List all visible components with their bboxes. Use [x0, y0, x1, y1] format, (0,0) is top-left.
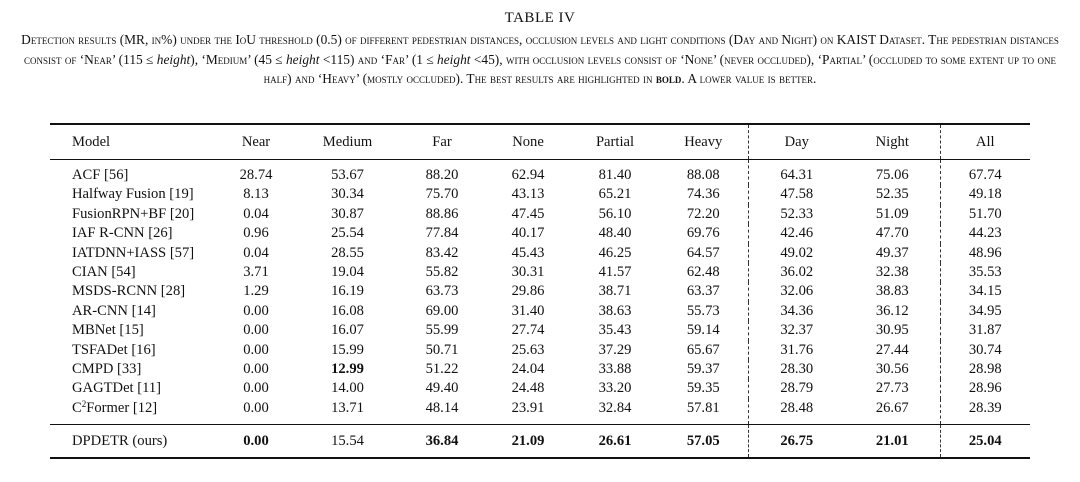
value-cell: 0.00	[243, 361, 269, 378]
col-header-partial: Partial	[595, 134, 635, 150]
value-cell: 33.20	[598, 380, 632, 397]
model-name: TSFADet [16]	[72, 341, 156, 358]
value-cell: 8.13	[243, 186, 269, 203]
value-cell: 51.70	[940, 205, 1030, 224]
value-cell: 55.82	[425, 264, 459, 281]
col-header-near: Near	[241, 134, 271, 150]
value-cell: 41.57	[598, 264, 632, 281]
value-cell: 24.04	[511, 361, 545, 378]
value-cell: 47.58	[748, 185, 845, 204]
value-cell: 49.18	[940, 185, 1030, 204]
value-cell: 65.67	[686, 341, 720, 358]
value-cell: 34.95	[940, 302, 1030, 321]
value-cell: 0.00	[243, 380, 269, 397]
value-cell: 21.09	[511, 433, 545, 450]
table-row	[50, 282, 1030, 301]
value-cell: 31.40	[511, 302, 545, 319]
value-cell: 30.34	[331, 186, 364, 203]
model-name: CMPD [33]	[72, 361, 142, 378]
value-cell: 32.06	[748, 282, 845, 301]
table-number: TABLE IV	[504, 10, 576, 26]
value-cell: 42.46	[748, 224, 845, 243]
value-cell: 23.91	[511, 399, 545, 416]
value-cell: 59.14	[686, 322, 720, 339]
value-cell: 26.67	[875, 399, 909, 416]
table-row	[50, 302, 1030, 321]
table-caption: Detection results (MR, in%) under the IoU threshold (0.5) of different pedestrian distances, occlusion levels and light conditions (Day and Night) on KAIST Dataset. The pedestrian distances consist of ‘Near’ (115 ≤ height), ‘Medium’ (45 ≤ height <115) and ‘Far’ (1 ≤ height <45), with occlusion levels consist of ‘None’ (never occluded), ‘Partial’ (occluded to some extent up to one half) and ‘Heavy’ (mostly occluded). The best results are highlighted in bold. A lower value is better.	[21, 32, 1059, 86]
value-cell: 15.54	[331, 433, 364, 450]
table-row	[50, 399, 1030, 425]
value-cell: 30.31	[511, 264, 545, 281]
value-cell: 37.29	[598, 341, 632, 358]
value-cell: 28.79	[748, 379, 845, 398]
value-cell: 38.63	[598, 302, 632, 319]
value-cell: 12.99	[331, 361, 364, 378]
model-name: MBNet [15]	[72, 322, 144, 339]
value-cell: 28.98	[940, 360, 1030, 379]
model-name: MSDS-RCNN [28]	[72, 283, 186, 300]
value-cell: 30.87	[331, 205, 364, 222]
model-name: IAF R-CNN [26]	[72, 225, 173, 242]
col-header-heavy: Heavy	[684, 134, 723, 150]
value-cell: 35.43	[598, 322, 632, 339]
ours-row	[50, 425, 1030, 459]
value-cell: 55.73	[686, 302, 720, 319]
value-cell: 36.84	[425, 433, 459, 450]
value-cell: 45.43	[511, 244, 545, 261]
model-name: AR-CNN [14]	[72, 302, 156, 319]
value-cell: 30.56	[875, 361, 909, 378]
model-name: DPDETR (ours)	[72, 433, 168, 450]
value-cell: 75.70	[425, 186, 459, 203]
value-cell: 51.09	[875, 205, 909, 222]
value-cell: 31.76	[748, 341, 845, 360]
value-cell: 64.57	[686, 244, 720, 261]
model-name: $C^2Former$ [12]	[72, 398, 158, 416]
value-cell: 44.23	[940, 224, 1030, 243]
value-cell: 38.71	[598, 283, 632, 300]
col-header-day: Day	[748, 124, 845, 160]
table-row	[50, 379, 1030, 398]
table-row	[50, 185, 1030, 204]
value-cell: 34.36	[748, 302, 845, 321]
table-row	[50, 160, 1030, 186]
value-cell: 49.37	[875, 244, 909, 261]
value-cell: 27.44	[875, 341, 909, 358]
value-cell: 77.84	[425, 225, 459, 242]
value-cell: 63.73	[425, 283, 459, 300]
value-cell: 1.29	[243, 283, 269, 300]
table-row	[50, 341, 1030, 360]
model-name: IATDNN+IASS [57]	[72, 244, 195, 261]
value-cell: 32.84	[598, 399, 632, 416]
value-cell: 48.14	[425, 399, 459, 416]
value-cell: 65.21	[598, 186, 632, 203]
value-cell: 83.42	[425, 244, 459, 261]
model-name: Halfway Fusion [19]	[72, 186, 194, 203]
value-cell: 36.02	[748, 263, 845, 282]
value-cell: 88.20	[425, 167, 459, 183]
value-cell: 55.99	[425, 322, 459, 339]
value-cell: 59.37	[686, 361, 720, 378]
model-name: CIAN [54]	[72, 264, 136, 281]
value-cell: 24.48	[511, 380, 545, 397]
value-cell: 27.73	[875, 380, 909, 397]
value-cell: 14.00	[331, 380, 364, 397]
col-header-far: Far	[432, 134, 452, 150]
col-header-night: Night	[875, 134, 909, 150]
value-cell: 67.74	[940, 160, 1030, 186]
value-cell: 0.00	[243, 302, 269, 319]
value-cell: 50.71	[425, 341, 459, 358]
value-cell: 40.17	[511, 225, 545, 242]
value-cell: 0.04	[243, 205, 269, 222]
value-cell: 25.63	[511, 341, 545, 358]
value-cell: 46.25	[598, 244, 632, 261]
value-cell: 21.01	[875, 433, 909, 450]
value-cell: 15.99	[331, 341, 364, 358]
value-cell: 0.00	[243, 433, 269, 450]
value-cell: 51.22	[425, 361, 459, 378]
value-cell: 33.88	[598, 361, 632, 378]
table-row	[50, 224, 1030, 243]
results-table	[50, 123, 1030, 459]
value-cell: 36.12	[875, 302, 909, 319]
value-cell: 57.05	[686, 433, 720, 450]
value-cell: 28.55	[331, 244, 364, 261]
col-header-model: Model	[72, 134, 111, 150]
col-header-none: None	[512, 134, 544, 150]
value-cell: 62.94	[511, 167, 545, 183]
value-cell: 57.81	[686, 399, 720, 416]
value-cell: 30.95	[875, 322, 909, 339]
value-cell: 38.83	[875, 283, 909, 300]
value-cell: 75.06	[875, 167, 909, 183]
value-cell: 48.40	[598, 225, 632, 242]
value-cell: 31.87	[940, 321, 1030, 340]
value-cell: 28.39	[940, 399, 1030, 425]
value-cell: 34.15	[940, 282, 1030, 301]
table-row	[50, 360, 1030, 379]
value-cell: 53.67	[331, 167, 364, 183]
value-cell: 72.20	[686, 205, 720, 222]
value-cell: 52.35	[875, 186, 909, 203]
value-cell: 27.74	[511, 322, 545, 339]
value-cell: 49.40	[425, 380, 459, 397]
value-cell: 25.54	[331, 225, 364, 242]
model-name: ACF [56]	[72, 167, 129, 183]
col-header-medium: Medium	[322, 134, 373, 150]
model-name: GAGTDet [11]	[72, 380, 162, 397]
value-cell: 19.04	[331, 264, 364, 281]
value-cell: 69.00	[425, 302, 459, 319]
value-cell: 28.96	[940, 379, 1030, 398]
value-cell: 16.08	[331, 302, 364, 319]
value-cell: 32.38	[875, 264, 909, 281]
value-cell: 3.71	[243, 264, 269, 281]
value-cell: 30.74	[940, 341, 1030, 360]
table-row	[50, 205, 1030, 224]
value-cell: 69.76	[686, 225, 720, 242]
value-cell: 26.75	[748, 425, 845, 459]
table-row	[50, 321, 1030, 340]
value-cell: 63.37	[686, 283, 720, 300]
value-cell: 62.48	[686, 264, 720, 281]
value-cell: 56.10	[598, 205, 632, 222]
value-cell: 26.61	[598, 433, 632, 450]
value-cell: 0.96	[243, 225, 269, 242]
value-cell: 35.53	[940, 263, 1030, 282]
value-cell: 28.30	[748, 360, 845, 379]
value-cell: 13.71	[331, 399, 364, 416]
value-cell: 64.31	[748, 160, 845, 186]
value-cell: 81.40	[598, 167, 632, 183]
value-cell: 59.35	[686, 380, 720, 397]
value-cell: 88.86	[425, 205, 459, 222]
value-cell: 16.19	[331, 283, 364, 300]
header-row	[50, 124, 1030, 160]
value-cell: 47.45	[511, 205, 545, 222]
table-row	[50, 244, 1030, 263]
value-cell: 0.00	[243, 341, 269, 358]
value-cell: 74.36	[686, 186, 720, 203]
model-name: FusionRPN+BF [20]	[72, 205, 195, 222]
value-cell: 16.07	[331, 322, 364, 339]
value-cell: 48.96	[940, 244, 1030, 263]
value-cell: 52.33	[748, 205, 845, 224]
value-cell: 0.00	[243, 322, 269, 339]
value-cell: 88.08	[686, 167, 720, 183]
value-cell: 43.13	[511, 186, 545, 203]
value-cell: 0.04	[243, 244, 269, 261]
value-cell: 28.74	[239, 167, 273, 183]
col-header-all: All	[940, 124, 1030, 160]
value-cell: 32.37	[748, 321, 845, 340]
table-row	[50, 263, 1030, 282]
value-cell: 29.86	[511, 283, 545, 300]
value-cell: 25.04	[940, 425, 1030, 459]
value-cell: 47.70	[875, 225, 909, 242]
value-cell: 0.00	[243, 399, 269, 416]
value-cell: 28.48	[748, 399, 845, 425]
value-cell: 49.02	[748, 244, 845, 263]
